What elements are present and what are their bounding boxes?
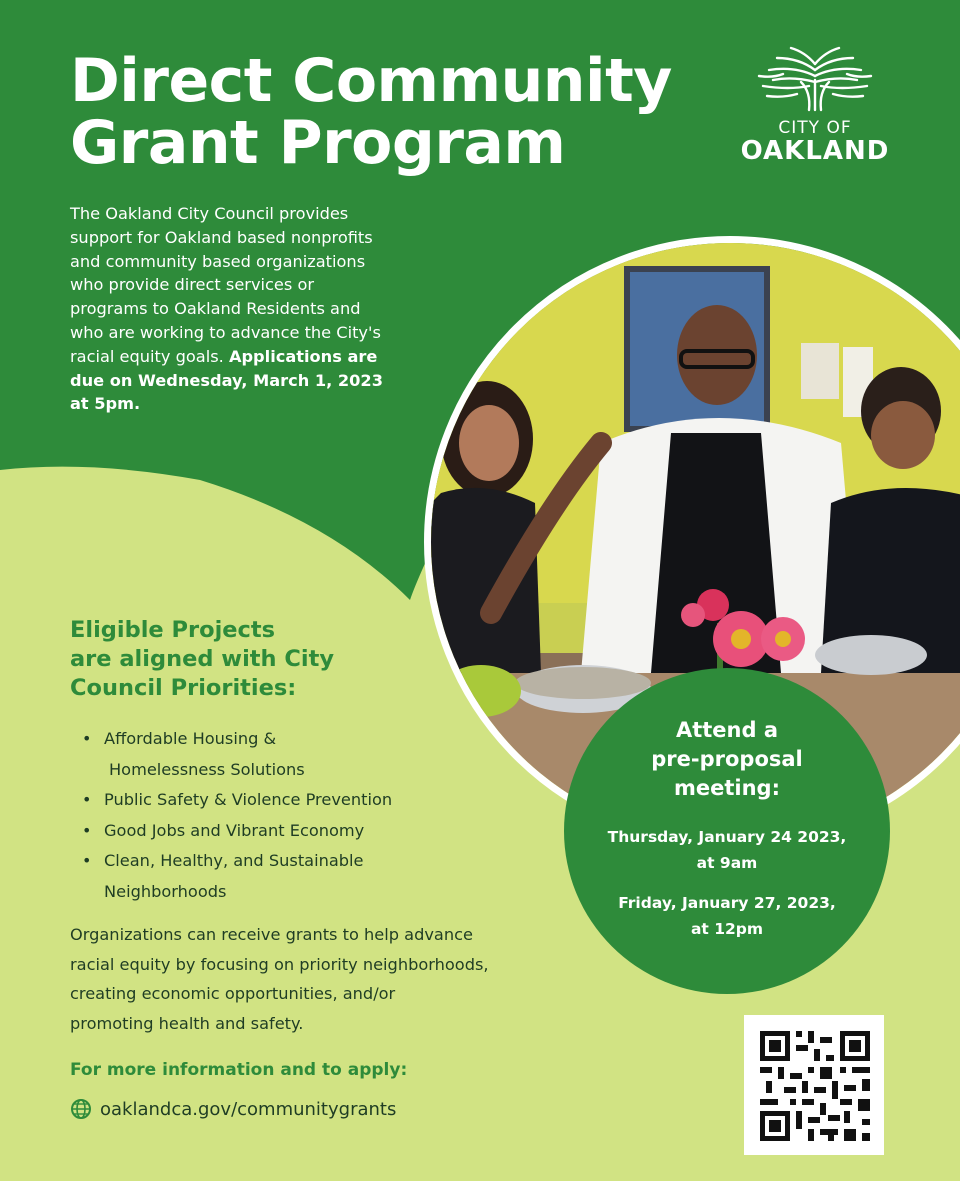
page-title (70, 46, 730, 178)
organizations-paragraph: Organizations can receive grants to help advance racial equity by focusing on priority neighborhoods, creating economic opportunities, and/or promoting health and safety. (70, 925, 489, 1033)
website-url[interactable]: oaklandca.gov/communitygrants (100, 1098, 397, 1120)
qr-code-icon (744, 1015, 884, 1155)
intro-paragraph: The Oakland City Council provides support for Oakland based nonprofits and community based organizations who provide direct services or programs to Oakland Residents and who are working to advance the City's racial equity goals. Applications are due on Wednesday, March 1, 2023 at 5pm. (70, 204, 383, 414)
globe-icon (70, 1098, 92, 1120)
meeting-title: Attend a pre-proposal meeting: (651, 718, 803, 800)
list-item: • Public Safety & Violence Prevention (82, 785, 502, 816)
list-item: • Clean, Healthy, and Sustainable Neighborhoods (82, 846, 502, 907)
deadline-text: Applications are (228, 346, 378, 366)
logo-city-name: OAKLAND (740, 136, 890, 166)
oak-tree-icon (753, 42, 877, 112)
title-line-1: Direct Community (70, 46, 672, 116)
list-item: • Affordable Housing & Homelessness Solutions (82, 724, 502, 785)
meeting-date-2: Friday, January 27, 2023, at 12pm (618, 894, 836, 938)
priorities-list (82, 724, 502, 907)
meeting-circle (564, 668, 890, 994)
website-link[interactable] (70, 1098, 396, 1120)
meeting-date-1: Thursday, January 24 2023, at 9am (607, 828, 847, 872)
title-line-2: Grant Program (70, 108, 566, 178)
list-item: • Good Jobs and Vibrant Economy (82, 816, 502, 847)
eligible-projects-heading: Eligible Projects are aligned with City Council Priorities: (70, 617, 335, 701)
qr-code[interactable] (744, 1015, 884, 1155)
city-logo (730, 42, 900, 164)
logo-city-of: CITY OF (778, 118, 852, 138)
more-info-heading: For more information and to apply: (70, 1060, 408, 1080)
